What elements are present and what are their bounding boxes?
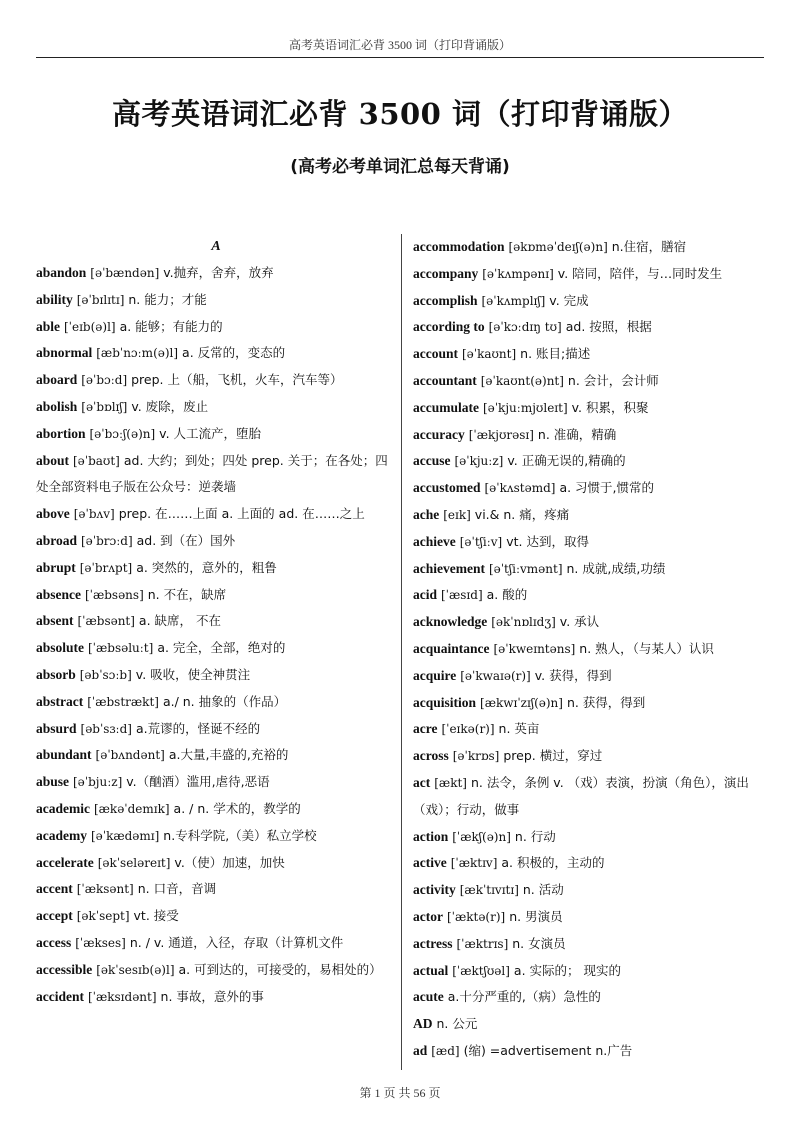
vocab-entry (36, 421, 396, 448)
entry-phonetic: [ˈæbstrækt] (87, 694, 159, 709)
entry-word: abstract (36, 693, 84, 709)
vocab-entry (36, 957, 396, 984)
entry-definition: n. 会计，会计师 (567, 372, 659, 388)
entry-word: accessible (36, 961, 93, 977)
vocab-entry (36, 448, 396, 502)
entry-word: access (36, 934, 72, 950)
column-divider (401, 234, 402, 1070)
vocab-entry (413, 529, 773, 556)
entry-phonetic: [əbˈsɔːb] (79, 667, 132, 682)
entry-word: accustomed (413, 480, 481, 496)
entry-definition: n. 英亩 (498, 721, 540, 737)
entry-word: accident (36, 988, 84, 1004)
entry-definition: a./ n. 抽象的（作品） (162, 693, 287, 709)
entry-phonetic: [ækˈtɪvɪtɪ] (459, 883, 519, 898)
entry-phonetic: [ækwɪˈzɪʃ(ə)n] (480, 695, 563, 710)
vocab-entry (413, 984, 773, 1011)
entry-word: across (413, 748, 449, 764)
entry-phonetic: [əˈkjuːz] (454, 454, 504, 469)
entry-word: actress (413, 935, 453, 951)
entry-word: able (36, 318, 61, 334)
entry-word: absence (36, 586, 81, 602)
entry-word: achieve (413, 533, 456, 549)
vocab-entry (36, 850, 396, 877)
entry-phonetic: [ˈæktə(r)] (446, 909, 506, 924)
vocab-entry (413, 288, 773, 315)
entry-word: accuse (413, 453, 451, 469)
vocab-entry (413, 261, 773, 288)
entry-definition: ad. 大约；到处；四处 prep. 关于；在各处；四处全部资料电子版在公众号：逆袭墙 (36, 452, 388, 495)
entry-definition: n. / v. 通道，入径，存取（计算机文件 (129, 934, 344, 950)
entry-word: ad (413, 1042, 428, 1058)
vocab-entry (36, 501, 396, 528)
entry-phonetic: [əbˈsɜːd] (80, 721, 132, 736)
entry-phonetic: [əˈbaʊt] (73, 453, 120, 468)
entry-definition: v. 获得，得到 (534, 667, 612, 683)
entry-phonetic: [əˈbændən] (90, 266, 160, 280)
entry-definition: v. 完成 (549, 292, 589, 308)
entry-definition: (缩) =advertisement n.广告 (463, 1042, 633, 1058)
entry-definition: v.（使）加速，加快 (174, 854, 285, 870)
entry-definition: prep. 横过，穿过 (503, 748, 603, 764)
vocab-entry (36, 528, 396, 555)
entry-word: ability (36, 291, 73, 307)
entry-phonetic: [əˈkʌmplɪʃ] (481, 293, 546, 308)
entry-phonetic: [əkˈsept] (76, 909, 130, 924)
entry-phonetic: [ˈæsɪd] (441, 588, 483, 603)
vocab-entry (413, 1011, 773, 1038)
entry-word: abortion (36, 425, 86, 441)
running-header: 高考英语词汇必背 3500 词（打印背诵版） (288, 38, 511, 52)
entry-word: accent (36, 881, 73, 897)
entry-phonetic: [əˈkaʊnt] (461, 347, 517, 362)
entry-definition: a.荒谬的，怪诞不经的 (135, 720, 261, 736)
entry-definition: vt. 达到，取得 (506, 533, 589, 549)
left-entry-list (36, 260, 396, 1010)
entry-word: absorb (36, 666, 76, 682)
entry-word: ache (413, 506, 440, 522)
entry-definition: a. 习惯于,惯常的 (559, 480, 655, 496)
entry-phonetic: [ˈækʃ(ə)n] (452, 829, 511, 844)
entry-definition: a. 完全，全部，绝对的 (157, 640, 286, 656)
vocab-entry (36, 742, 396, 769)
entry-word: act (413, 774, 431, 790)
header-rule (36, 57, 764, 58)
entry-definition: v. 承认 (559, 614, 600, 630)
vocab-entry (36, 367, 396, 394)
entry-phonetic: [ˈæktɪv] (450, 856, 498, 871)
entry-phonetic: [əˈbʌv] (73, 507, 115, 522)
entry-phonetic: [ˈeɪkə(r)] (441, 722, 495, 737)
entry-definition: v. 废除，废止 (131, 398, 209, 414)
entry-phonetic: [əkˈnɒlɪdʒ] (491, 615, 556, 630)
vocab-entry (413, 904, 773, 931)
section-letter: A (211, 239, 221, 254)
entry-definition: ad. 到（在）国外 (136, 532, 236, 548)
entry-word: acquire (413, 667, 457, 683)
entry-word: activity (413, 882, 456, 898)
entry-word: academic (36, 800, 90, 816)
entry-definition: n. 获得，得到 (566, 694, 646, 710)
entry-definition: v. 人工流产，堕胎 (159, 425, 262, 441)
entry-word: acquisition (413, 694, 477, 710)
entry-word: acute (413, 989, 444, 1005)
vocab-entry (413, 1038, 773, 1065)
vocab-entry (413, 931, 773, 958)
vocab-entry (413, 609, 773, 636)
page-footer: 第 1 页 共 56 页 (359, 1086, 441, 1100)
entry-phonetic: [əˈbɔːd] (81, 373, 128, 388)
entry-phonetic: [əˈkʌmpənɪ] (482, 266, 554, 281)
entry-phonetic: [əˈkrɒs] (452, 749, 500, 764)
entry-phonetic: [ˈæktrɪs] (456, 936, 509, 951)
vocab-entry (36, 340, 396, 367)
entry-word: abundant (36, 747, 92, 763)
entry-definition: a.大量,丰盛的,充裕的 (168, 747, 289, 763)
entry-definition: n. 准确，精确 (537, 426, 617, 442)
entry-phonetic: [ˈæksɪdənt] (87, 989, 157, 1004)
entry-word: abandon (36, 265, 87, 280)
vocab-entry (413, 448, 773, 475)
entry-definition: a. 能够；有能力的 (119, 318, 223, 334)
vocab-entry (36, 608, 396, 635)
entry-definition: a. 突然的，意外的，粗鲁 (136, 559, 277, 575)
vocab-entry (413, 690, 773, 717)
entry-phonetic: [ˈæksənt] (76, 882, 134, 897)
entry-definition: a. 积极的，主动的 (501, 855, 605, 871)
entry-phonetic: [əˈkjuːmjʊleɪt] (482, 400, 568, 415)
entry-definition: n. 熟人，（与某人）认识 (579, 640, 714, 656)
vocab-entry (413, 341, 773, 368)
vocab-entry (413, 716, 773, 743)
entry-definition: a. 可到达的，可接受的，易相处的） (178, 961, 382, 977)
vocab-entry (36, 662, 396, 689)
right-column (413, 234, 773, 1065)
entry-word: abnormal (36, 345, 93, 361)
entry-word: abuse (36, 774, 70, 790)
entry-definition: n. 事故，意外的事 (160, 988, 264, 1004)
entry-definition: n. 能力；才能 (128, 291, 207, 307)
vocab-entry (413, 663, 773, 690)
entry-word: accelerate (36, 854, 94, 870)
entry-word: absent (36, 613, 74, 629)
entry-word: account (413, 346, 458, 362)
entry-definition: v. 陪同，陪伴，与…同时发生 (557, 265, 723, 281)
vocab-entry (36, 394, 396, 421)
entry-definition: ad. 按照，根据 (565, 319, 652, 335)
vocab-entry (413, 422, 773, 449)
entry-word: abrupt (36, 559, 76, 575)
entry-word: actor (413, 908, 443, 924)
vocab-entry (36, 635, 396, 662)
vocab-entry (413, 770, 773, 824)
entry-phonetic: [æbˈnɔːm(ə)l] (96, 346, 179, 361)
entry-word: acid (413, 587, 438, 603)
vocab-entry (413, 850, 773, 877)
entry-phonetic: [əˈkaʊnt(ə)nt] (480, 373, 564, 388)
vocab-entry (36, 876, 396, 903)
entry-definition: v. 积累，积聚 (571, 399, 649, 415)
vocab-entry (36, 796, 396, 823)
vocab-entry (413, 314, 773, 341)
entry-definition: a.十分严重的,（病）急性的 (447, 989, 601, 1005)
entry-definition: vt. 接受 (133, 908, 179, 924)
document-title: 高考英语词汇必背 3500 词（打印背诵版） (112, 97, 688, 131)
entry-phonetic: [əˈbʌndənt] (95, 748, 165, 763)
entry-word: active (413, 855, 447, 871)
vocab-entry (36, 823, 396, 850)
entry-phonetic: [əˈbɒlɪʃ] (81, 399, 128, 414)
entry-word: accompany (413, 265, 479, 281)
vocab-entry (413, 743, 773, 770)
entry-phonetic: [ˈæbsənt] (77, 614, 135, 629)
entry-word: accomplish (413, 292, 478, 308)
entry-definition: n. 法令，条例 v. （戏）表演，扮演（角色），演出（戏）；行动，做事 (413, 774, 749, 817)
entry-definition: n. 行动 (514, 828, 556, 844)
entry-phonetic: [əkˈseləreɪt] (97, 855, 171, 870)
entry-definition: n. 公元 (436, 1016, 478, 1032)
vocab-entry (413, 636, 773, 663)
entry-definition: a. 反常的，变态的 (182, 345, 286, 361)
entry-phonetic: [əˈbjuːz] (73, 775, 123, 790)
entry-word: actual (413, 962, 449, 978)
entry-word: academy (36, 827, 87, 843)
vocab-entry (413, 502, 773, 529)
entry-definition: n. 不在，缺席 (147, 586, 227, 602)
entry-phonetic: [ˈeɪb(ə)l] (64, 319, 116, 334)
vocab-entry (413, 368, 773, 395)
entry-word: above (36, 506, 70, 522)
entry-definition: n. 女演员 (512, 935, 566, 951)
entry-phonetic: [əkɒməˈdeɪʃ(ə)n] (508, 240, 608, 254)
entry-definition: v. 正确无误的,精确的 (507, 453, 626, 469)
vocab-entry (36, 287, 396, 314)
vocab-entry (413, 475, 773, 502)
vocab-entry (36, 260, 396, 287)
vocab-entry (36, 689, 396, 716)
entry-phonetic: [ˈækjʊrəsɪ] (468, 427, 534, 442)
entry-phonetic: [əˈkɔːdɪŋ tʊ] (488, 320, 562, 335)
entry-word: abolish (36, 398, 78, 414)
document-subtitle: (高考必考单词汇总每天背诵) (290, 157, 510, 177)
entry-definition: a. 实际的； 现实的 (513, 962, 621, 978)
entry-phonetic: [ˈæbsəns] (84, 587, 144, 602)
entry-word: acknowledge (413, 614, 488, 630)
right-entry-list (413, 234, 773, 1065)
entry-definition: prep. 在……上面 a. 上面的 ad. 在……之上 (118, 506, 365, 522)
vocab-entry (36, 555, 396, 582)
vocab-entry (413, 234, 773, 261)
entry-word: accountant (413, 372, 477, 388)
entry-definition: n. 成就,成绩,功绩 (566, 560, 666, 576)
entry-phonetic: [æd] (431, 1043, 460, 1058)
entry-phonetic: [əˈtʃiːvmənt] (488, 561, 563, 576)
entry-phonetic: [əˈbɪlɪtɪ] (76, 292, 125, 307)
entry-word: achievement (413, 560, 485, 576)
entry-word: abroad (36, 532, 78, 548)
entry-phonetic: [ˈæbsəluːt] (88, 641, 154, 656)
entry-word: aboard (36, 372, 78, 388)
vocab-entry (36, 769, 396, 796)
entry-phonetic: [əˈtʃiːv] (459, 534, 503, 549)
vocab-entry (413, 877, 773, 904)
entry-word: action (413, 828, 449, 844)
entry-definition: prep. 上（船，飞机，火车，汽车等） (131, 372, 343, 388)
vocab-entry (413, 556, 773, 583)
entry-word: accumulate (413, 399, 479, 415)
entry-phonetic: [eɪk] (443, 507, 471, 522)
entry-word: acre (413, 721, 438, 737)
entry-phonetic: [ækt] (434, 775, 467, 790)
vocab-entry (36, 314, 396, 341)
entry-definition: a. / n. 学术的，教学的 (173, 800, 301, 816)
entry-phonetic: [əˈkweɪntəns] (493, 641, 576, 656)
vocab-entry (36, 903, 396, 930)
entry-phonetic: [ˈækses] (75, 935, 126, 950)
entry-word: accept (36, 908, 73, 924)
vocab-entry (413, 824, 773, 851)
entry-phonetic: [əˈkwaɪə(r)] (460, 668, 531, 683)
entry-definition: a. 酸的 (486, 587, 528, 603)
entry-word: absurd (36, 720, 77, 736)
entry-word: absolute (36, 640, 85, 656)
entry-word: according to (413, 319, 485, 335)
entry-definition: n.住宿，膳宿 (611, 239, 687, 254)
left-column (36, 234, 396, 1010)
entry-definition: n. 账目;描述 (520, 346, 591, 362)
entry-phonetic: [ækəˈdemɪk] (93, 801, 170, 816)
entry-word: accuracy (413, 426, 465, 442)
entry-phonetic: [əˈkædəmɪ] (90, 828, 160, 843)
entry-definition: n. 口音，音调 (137, 881, 217, 897)
vocab-entry (36, 582, 396, 609)
entry-phonetic: [əˈbrɔːd] (81, 533, 133, 548)
entry-phonetic: [əkˈsesɪb(ə)l] (96, 962, 175, 977)
entry-word: acquaintance (413, 640, 490, 656)
vocab-entry (36, 984, 396, 1011)
entry-phonetic: [əˈbɔːʃ(ə)n] (89, 426, 156, 441)
vocab-entry (413, 395, 773, 422)
entry-definition: n. 男演员 (509, 908, 563, 924)
vocab-entry (36, 930, 396, 957)
entry-word: about (36, 452, 70, 468)
entry-definition: n. 活动 (522, 882, 564, 898)
entry-phonetic: [əˈbrʌpt] (79, 560, 133, 575)
entry-definition: v.（酗酒）滥用,虐待,恶语 (126, 774, 270, 790)
entry-phonetic: [əˈkʌstəmd] (484, 481, 556, 496)
entry-definition: a. 缺席， 不在 (138, 613, 222, 629)
vocab-entry (413, 958, 773, 985)
vocab-entry (413, 582, 773, 609)
entry-word: accommodation (413, 239, 505, 254)
entry-definition: vi.& n. 痛，疼痛 (474, 506, 570, 522)
entry-definition: v.抛弃，舍弃，放弃 (163, 265, 274, 280)
vocab-entry (36, 716, 396, 743)
entry-word: AD (413, 1016, 433, 1032)
entry-definition: n.专科学院,（美）私立学校 (163, 827, 317, 843)
entry-definition: v. 吸收，使全神贯注 (135, 666, 251, 682)
entry-phonetic: [ˈæktʃʊəl] (452, 963, 510, 978)
